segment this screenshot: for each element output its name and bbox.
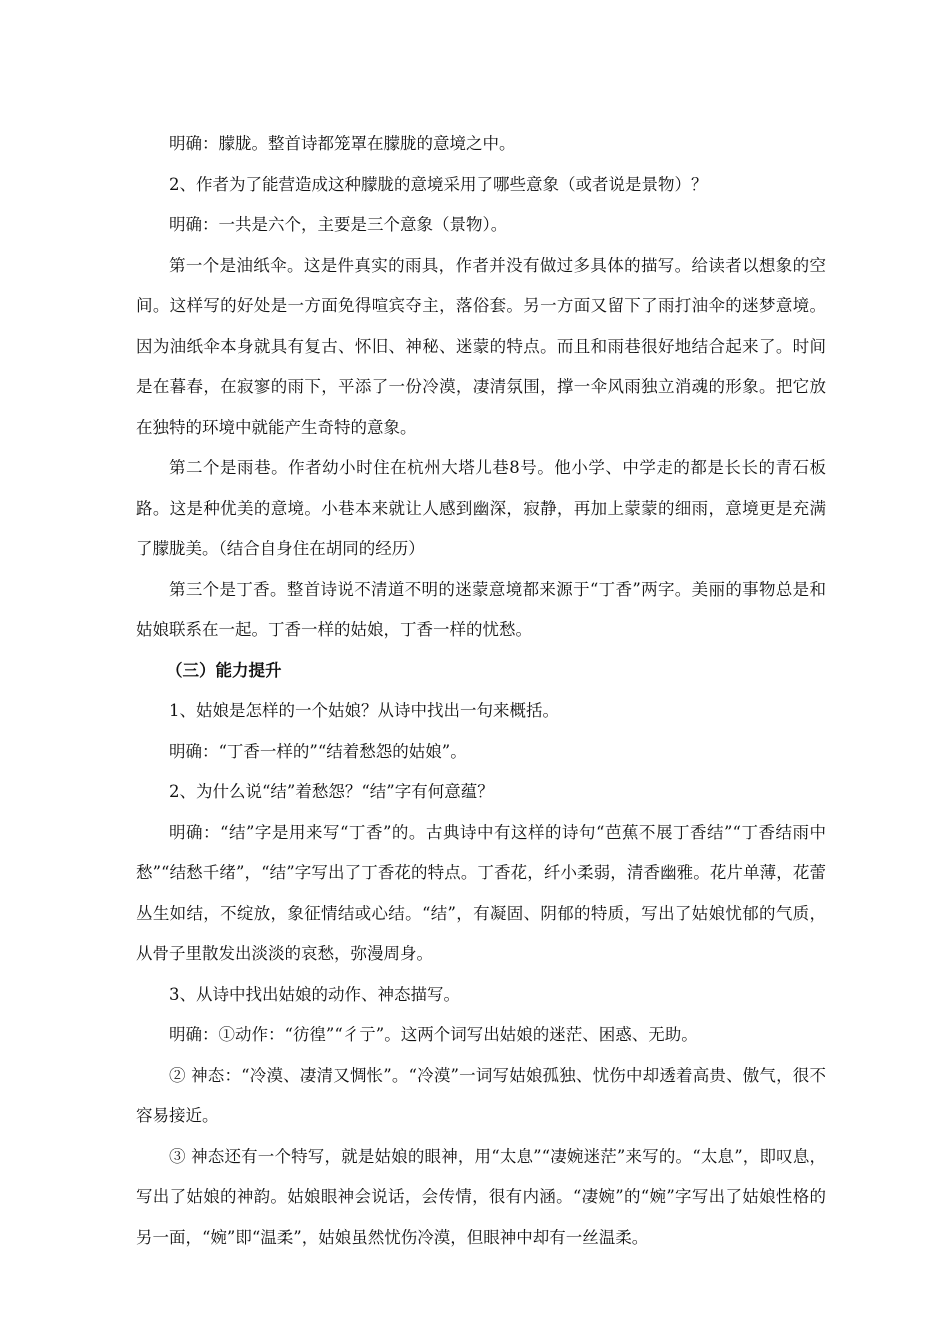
answer-paragraph: ② 神态：“冷漠、凄清又惆怅”。“冷漠”一词写姑娘孤独、忧伤中却透着高贵、傲气，很不容易接近。	[136, 1065, 826, 1125]
answer-paragraph: 明确：朦胧。整首诗都笼罩在朦胧的意境之中。	[169, 134, 516, 153]
section-heading: （三）能力提升	[166, 660, 282, 680]
question-paragraph: 3、从诗中找出姑娘的动作、神态描写。	[169, 984, 460, 1004]
document-body	[136, 124, 826, 1258]
question-paragraph: 2、作者为了能营造成这种朦胧的意境采用了哪些意象（或者说是景物）？	[169, 174, 708, 194]
answer-paragraph: 明确：“结”字是用来写“丁香”的。古典诗中有这样的诗句“芭蕉不展丁香结”“丁香结雨中愁”“结愁千绪”，“结”字写出了丁香花的特点。丁香花，纤小柔弱，清香幽雅。花片单薄，花蕾丛生如结，不绽放，象征情结或心结。“结”，有凝固、阴郁的特质，写出了姑娘忧郁的气质，从骨子里散发出淡淡的哀愁，弥漫周身。	[136, 822, 826, 963]
question-paragraph: 2、为什么说“结”着愁怨？“结”字有何意蕴？	[169, 782, 494, 801]
answer-paragraph: 明确：“丁香一样的”“结着愁怨的姑娘”。	[169, 741, 467, 761]
question-paragraph: 1、姑娘是怎样的一个姑娘？从诗中找出一句来概括。	[169, 701, 559, 720]
answer-paragraph: 明确：①动作：“彷徨”“彳亍”。这两个词写出姑娘的迷茫、困惑、无助。	[169, 1025, 698, 1044]
answer-paragraph: 明确：一共是六个，主要是三个意象（景物）。	[169, 215, 508, 234]
body-paragraph: 第一个是油纸伞。这是件真实的雨具，作者并没有做过多具体的描写。给读者以想象的空间。这样写的好处是一方面免得喧宾夺主，落俗套。另一方面又留下了雨打油伞的迷梦意境。因为油纸伞本身就具有复古、怀旧、神秘、迷蒙的特点。而且和雨巷很好地结合起来了。时间是在暮春，在寂寥的雨下，平添了一份冷漠，凄清氛围，撑一伞风雨独立消魂的形象。把它放在独特的环境中就能产生奇特的意象。	[136, 255, 826, 437]
answer-paragraph: ③ 神态还有一个特写，就是姑娘的眼神，用“太息”“凄婉迷茫”来写的。“太息”，即叹息，写出了姑娘的神韵。姑娘眼神会说话，会传情，很有内涵。“凄婉”的“婉”字写出了姑娘性格的另一面，“婉”即“温柔”，姑娘虽然忧伤冷漠，但眼神中却有一丝温柔。	[136, 1146, 826, 1247]
body-paragraph: 第二个是雨巷。作者幼小时住在杭州大塔儿巷8号。他小学、中学走的都是长长的青石板路。这是种优美的意境。小巷本来就让人感到幽深，寂静，再加上蒙蒙的细雨，意境更是充满了朦胧美。（结合自身住在胡同的经历）	[136, 458, 826, 558]
body-paragraph: 第三个是丁香。整首诗说不清道不明的迷蒙意境都来源于“丁香”两字。美丽的事物总是和姑娘联系在一起。丁香一样的姑娘，丁香一样的忧愁。	[136, 579, 826, 639]
